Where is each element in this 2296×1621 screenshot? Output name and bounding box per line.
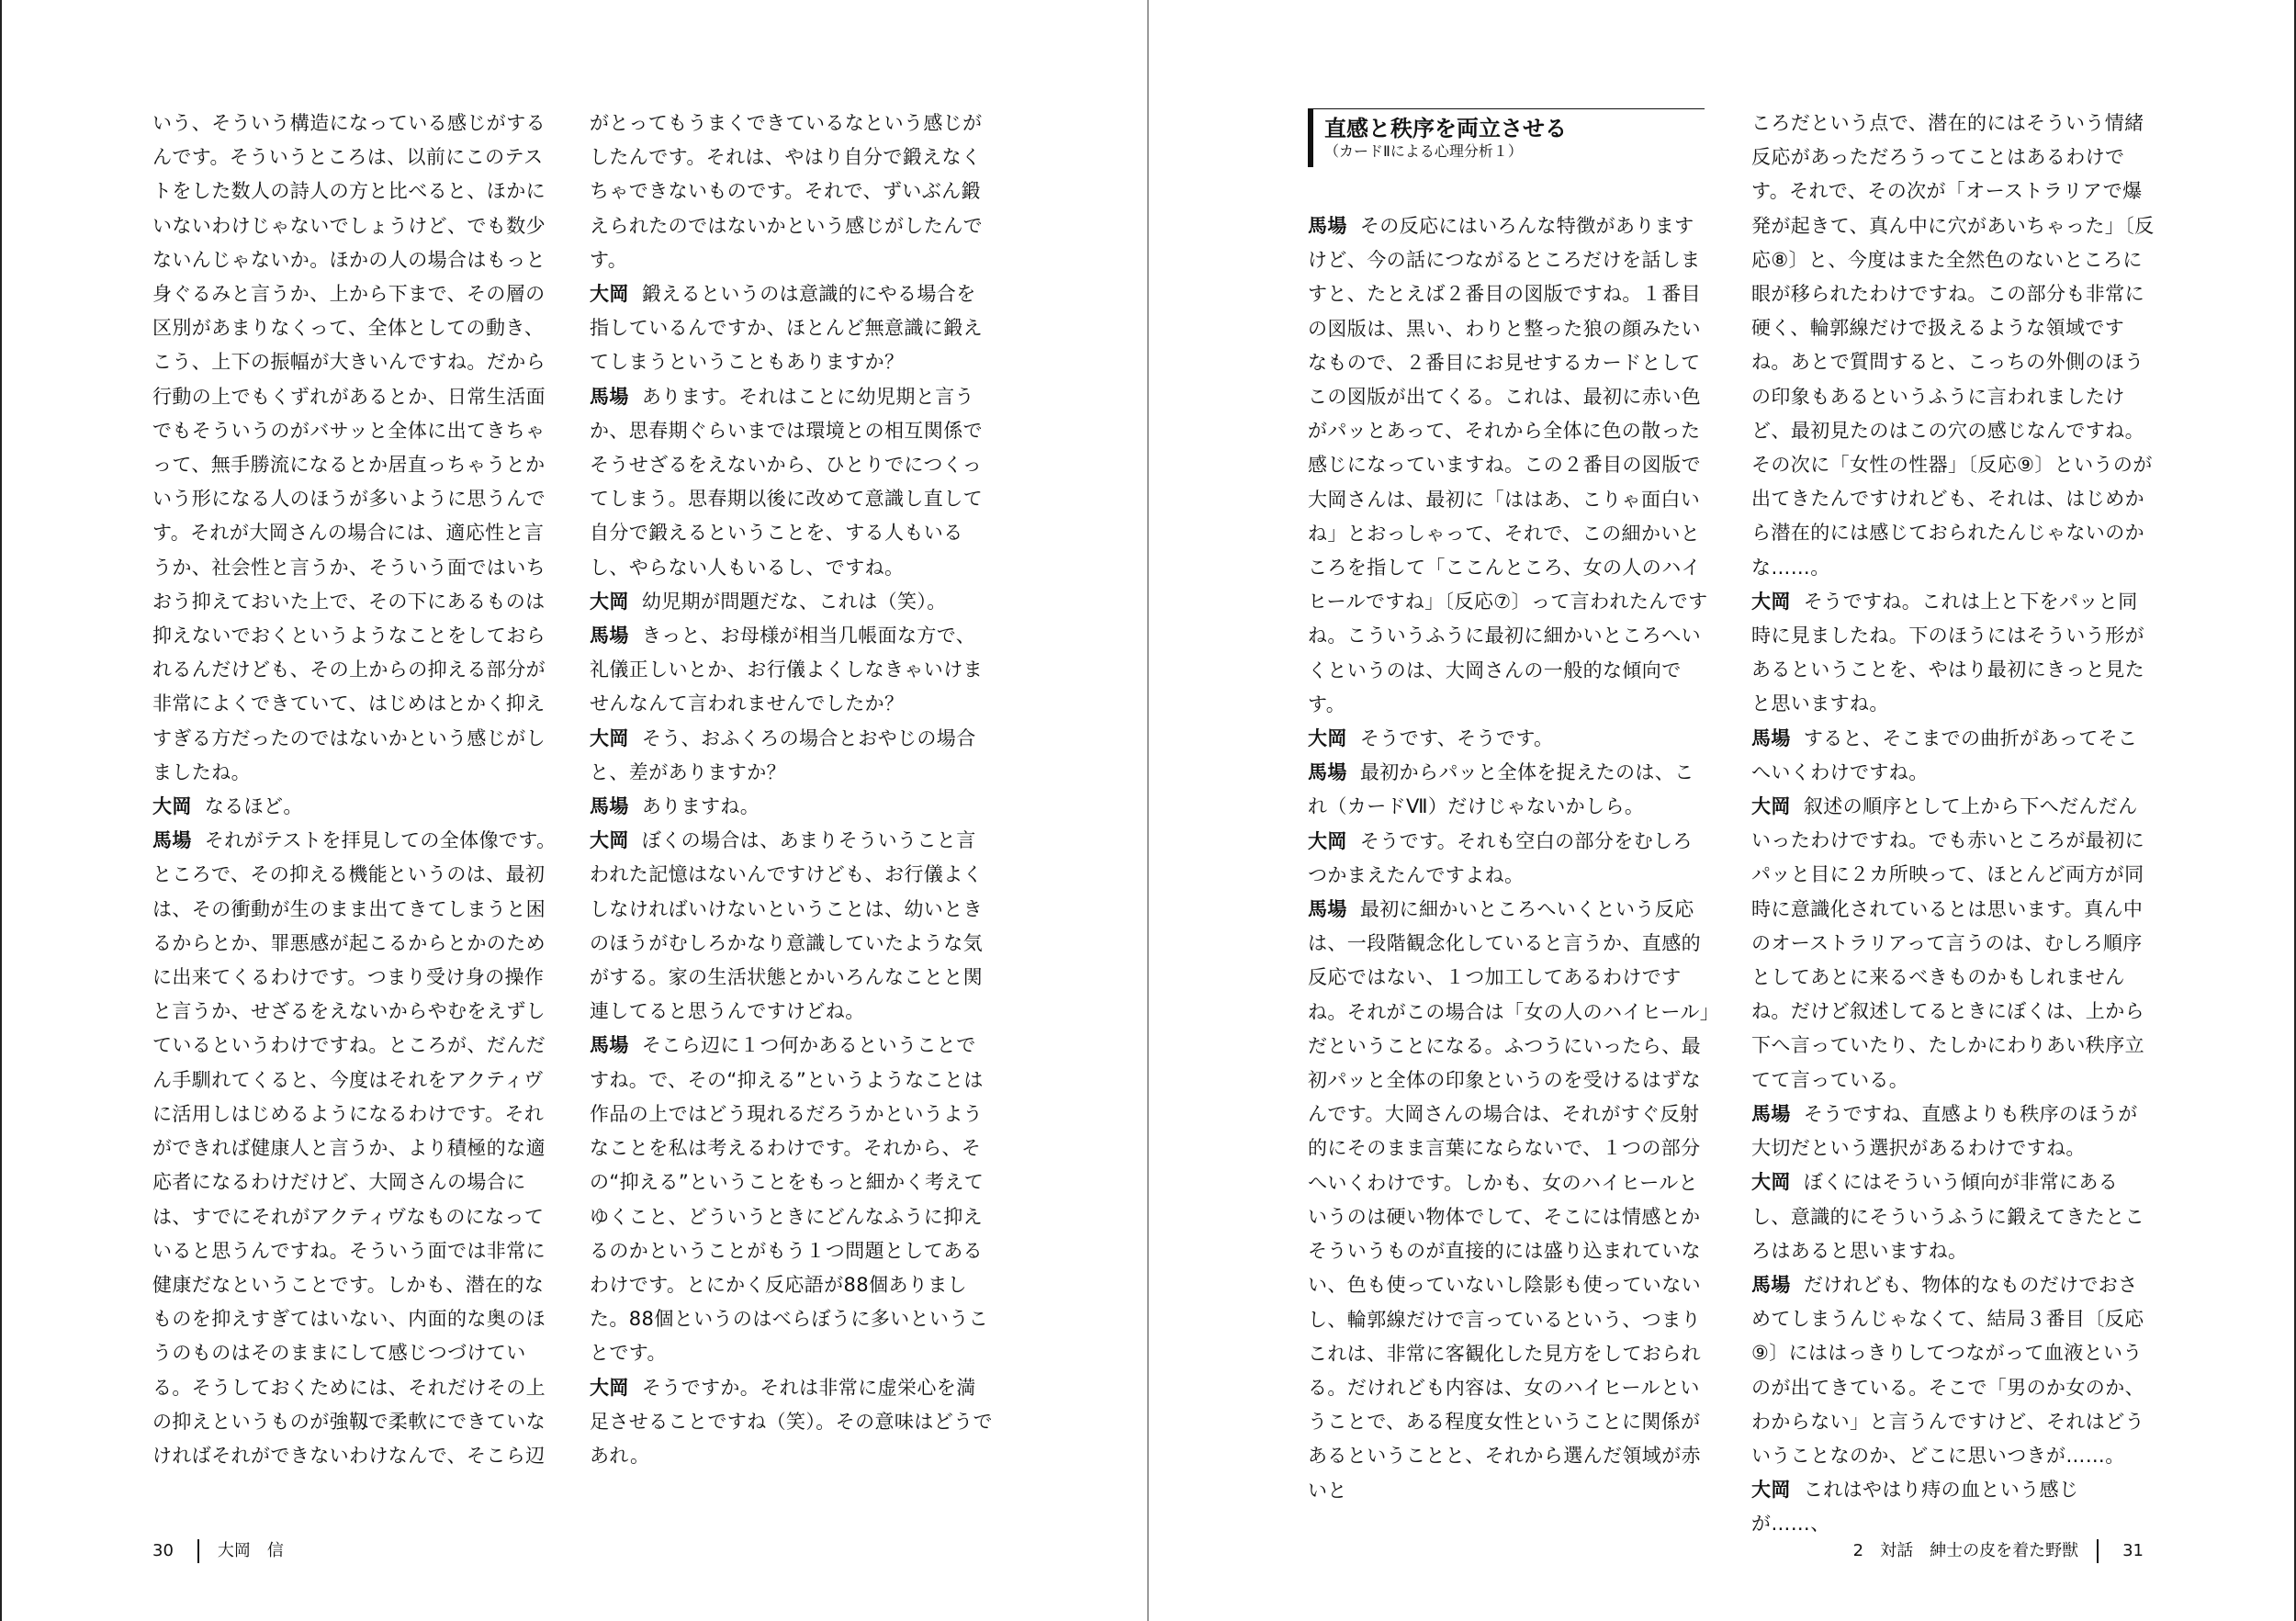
section-title: 直感と秩序を両立させる — [1324, 116, 1567, 141]
dialogue-turn: 馬場 それがテストを拝見しての全体像です。ところで、その抑える機能というのは、最初は、その衝動が生のまま出てきてしまうと困るからとか、罪悪感が起こるからとかのために出来てくるわけです。つまり受け身の操作と言うか、せざるをえないからやむをえずしているというわけですね。ところが、だんだん手馴れてくると、今度はそれをアクティヴに活用しはじめるようになるわけです。それができれば健康人と言うか、より積極的な適応者になるわけだけど、大岡さんの場合には、すでにそれがアクティヴなものになっていると思うんですね。そういう面では非常に健康だなということです。しかも、潜在的なものを抑えすぎてはいない、内面的な奥のほうのものはそのままにして感じつづけている。そうしておくためには、それだけその上の抑えというものが強靱で柔軟にできていなければそれができないわけなんで、そこら辺 — [152, 829, 557, 1467]
dialogue-turn: 馬場 あります。それはことに幼児期と言うか、思春期ぐらいまでは環境との相互関係でそうせざるをえないから、ひとりでにつくってしまう。思春期以後に改めて意識し直して自分で鍛えるということを、する人もいるし、やらない人もいるし、ですね。 — [590, 385, 983, 579]
speaker-label: 大岡 — [152, 795, 192, 818]
section-heading — [1308, 108, 1705, 167]
speaker-label: 馬場 — [1751, 1273, 1791, 1296]
speaker-label: 大岡 — [1751, 1171, 1791, 1194]
dialogue-turn: 大岡 叙述の順序として上から下へだんだんいったわけですね。でも赤いところが最初にパッと目に２カ所映って、ほとんど両方が同時に意識化されているとは思います。真ん中のオーストラリアって言うのは、むしろ順序としてあとに来るべきものかもしれませんね。だけど叙述してるときにぼくは、上から下へ言っていたり、たしかにわりあい秩序立てて言っている。 — [1751, 795, 2144, 1091]
dialogue-turn: 大岡 これはやはり痔の血という感じが……、 — [1751, 1479, 2079, 1536]
paragraph: がとってもうまくできているなという感じがしたんです。それは、やはり自分で鍛えなくちゃできないものです。それで、ずいぶん鍛えられたのではないかという感じがしたんです。 — [590, 112, 983, 271]
page-number: 31 — [2122, 1541, 2144, 1560]
running-title: 2 対話 紳士の皮を着た野獣 — [1852, 1541, 2079, 1560]
dialogue-turn: 馬場 その反応にはいろんな特徴がありますけど、今の話につながるところだけを話しますと、たとえば２番目の図版ですね。１番目の図版は、黒い、わりと整った狼の顔みたいなもので、２番目にお見せするカードとしてこの図版が出てくる。これは、最初に赤い色がパッとあって、それから全体に色の散った感じになっていますね。この２番目の図版で大岡さんは、最初に「ははあ、こりゃ面白いね」とおっしゃって、それで、この細かいところを指して「ここんところ、女の人のハイヒールですね」〔反応⑦〕って言われたんですね。こういうふうに最初に細かいところへいくというのは、大岡さんの一般的な傾向です。 — [1308, 215, 1708, 715]
folio-divider — [197, 1539, 199, 1563]
speaker-label: 大岡 — [1751, 590, 1791, 613]
dialogue-turn: 大岡 ぼくの場合は、あまりそういうこと言われた記憶はないんですけども、お行儀よくしなければいけないということは、幼いときのほうがむしろかなり意識していたような気がする。家の生活状態とかいろんなことと関連してると思うんですけどね。 — [590, 829, 983, 1023]
book-gutter — [1147, 0, 1149, 1621]
dialogue-turn: 馬場 ありますね。 — [590, 795, 760, 818]
left-page-column-1 — [152, 107, 557, 1473]
speaker-label: 馬場 — [590, 625, 629, 647]
speaker-label: 馬場 — [1308, 898, 1347, 921]
dialogue-turn: 大岡 なるほど。 — [152, 795, 303, 818]
dialogue-turn: 大岡 そう、おふくろの場合とおやじの場合と、差がありますか？ — [590, 726, 976, 783]
dialogue-turn: 大岡 そうです。それも空白の部分をむしろつかまえたんですよね。 — [1308, 829, 1693, 886]
dialogue-turn: 馬場 そこら辺に１つ何かあるということですね。で、その“抑える”というようなことは作品の上ではどう現れるだろうかというようなことを私は考えるわけです。それから、その“抑える”ということをもっと細かく考えてゆくこと、どういうときにどんなふうに抑えるのかということがもう１つ問題としてあるわけです。とにかく反応語が88個ありました。88個というのはべらぼうに多いということです。 — [590, 1034, 989, 1365]
dialogue-turn: 大岡 幼児期が問題だな、これは（笑）。 — [590, 590, 947, 613]
dialogue-turn: 馬場 最初に細かいところへいくという反応は、一段階観念化していると言うか、直感的反応ではない、１つ加工してあるわけですね。それがこの場合は「女の人のハイヒール」だということになる。ふつうにいったら、最初パッと全体の印象というのを受けるはずなんです。大岡さんの場合は、それがすぐ反射的にそのまま言葉にならないで、１つの部分へいくわけです。しかも、女のハイヒールというのは硬い物体でして、そこには情感とかそういうものが直接的には盛り込まれていない、色も使っていないし陰影も使っていないし、輪郭線だけで言っているという、つまりこれは、非常に客観化した見方をしておられる。だけれども内容は、女のハイヒールということで、ある程度女性ということに関係があるということと、それから選んだ領域が赤いと — [1308, 898, 1710, 1502]
speaker-label: 馬場 — [152, 829, 192, 852]
speaker-label: 馬場 — [590, 385, 629, 408]
speaker-label: 大岡 — [590, 1376, 629, 1399]
speaker-label: 大岡 — [1751, 1479, 1791, 1502]
speaker-label: 馬場 — [1751, 726, 1791, 749]
speaker-label: 大岡 — [590, 590, 629, 613]
dialogue-turn: 大岡 そうですね。これは上と下をパッと同時に見ましたね。下のほうにはそういう形があるということを、やはり最初にきっと見たと思いますね。 — [1751, 590, 2144, 715]
speaker-label: 大岡 — [1308, 727, 1347, 750]
page-number: 30 — [152, 1541, 174, 1560]
dialogue-turn: 馬場 そうですね、直感よりも秩序のほうが大切だという選択があるわけですね。 — [1751, 1102, 2138, 1160]
dialogue-turn: 大岡 そうです、そうです。 — [1308, 727, 1554, 750]
left-page-edge — [0, 0, 2, 1621]
speaker-label: 大岡 — [590, 829, 629, 852]
left-page-folio — [152, 1539, 284, 1563]
speaker-label: 大岡 — [590, 283, 629, 306]
folio-divider — [2097, 1539, 2099, 1563]
paragraph: いう、そういう構造になっている感じがするんです。そういうところは、以前にこのテストをした数人の詩人の方と比べると、ほかにいないわけじゃないでしょうけど、でも数少ないんじゃないか。ほかの人の場合はもっと身ぐるみと言うか、上から下まで、その層の区別があまりなくって、全体としての動き、こう、上下の振幅が大きいんですね。だから行動の上でもくずれがあるとか、日常生活面でもそういうのがバサッと全体に出てきちゃって、無手勝流になるとか居直っちゃうとかいう形になる人のほうが多いように思うんです。それが大岡さんの場合には、適応性と言うか、社会性と言うか、そういう面ではいちおう抑えておいた上で、その下にあるものは抑えないでおくというようなことをしておられるんだけども、その上からの抑える部分が非常によくできていて、はじめはとかく抑えすぎる方だったのではないかという感じがしましたね。 — [152, 112, 546, 783]
dialogue-turn: 馬場 きっと、お母様が相当几帳面な方で、礼儀正しいとか、お行儀よくしなきゃいけませんなんて言われませんでしたか？ — [590, 625, 983, 715]
dialogue-turn: 大岡 鍛えるというのは意識的にやる場合を指しているんですか、ほとんど無意識に鍛えてしまうということもありますか？ — [590, 283, 983, 374]
speaker-label: 馬場 — [590, 795, 629, 818]
right-page-column-1 — [1308, 209, 1712, 1508]
paragraph: ころだという点で、潜在的にはそういう情緒反応があっただろうってことはあるわけです。それで、その次が「オーストラリアで爆発が起きて、真ん中に穴があいちゃった」〔反応⑧〕と、今度はまた全然色のないところに眼が移られたわけですね。この部分も非常に硬く、輪郭線だけで扱えるような領域ですね。あとで質問すると、こっちの外側のほうの印象もあるというふうに言われましたけど、最初見たのはこの穴の感じなんですね。その次に「女性の性器」〔反応⑨〕というのが出てきたんですけれども、それは、はじめから潜在的には感じておられたんじゃないのかな……。 — [1751, 112, 2155, 579]
speaker-label: 馬場 — [1751, 1102, 1791, 1125]
dialogue-turn: 大岡 ぼくにはそういう傾向が非常にあるし、意識的にそういうふうに鍛えてきたところはあると思いますね。 — [1751, 1171, 2144, 1262]
dialogue-turn: 大岡 そうですか。それは非常に虚栄心を満足させることですね（笑）。その意味はどうであれ。 — [590, 1376, 993, 1467]
section-subtitle: （カードⅡによる心理分析１） — [1324, 142, 1523, 160]
speaker-label: 大岡 — [590, 726, 629, 749]
dialogue-turn: 馬場 だけれども、物体的なものだけでおさめてしまうんじゃなくて、結局３番目〔反応⑨〕にははっきりしてつながって血液というのが出てきている。そこで「男のか女のか、わからない」と言うんですけど、それはどういうことなのか、どこに思いつきが……。 — [1751, 1273, 2144, 1467]
right-page-folio — [1853, 1539, 2144, 1563]
speaker-label: 大岡 — [1751, 795, 1791, 818]
running-author: 大岡 信 — [217, 1541, 284, 1560]
dialogue-turn: 馬場 最初からパッと全体を捉えたのは、これ（カードⅦ）だけじゃないかしら。 — [1308, 761, 1694, 818]
speaker-label: 馬場 — [590, 1034, 629, 1057]
right-page-column-2 — [1751, 107, 2155, 1542]
speaker-label: 大岡 — [1308, 829, 1347, 852]
speaker-label: 馬場 — [1308, 761, 1347, 784]
speaker-label: 馬場 — [1308, 215, 1347, 237]
dialogue-turn: 馬場 すると、そこまでの曲折があってそこへいくわけですね。 — [1751, 726, 2138, 783]
left-page-column-2 — [590, 107, 994, 1473]
